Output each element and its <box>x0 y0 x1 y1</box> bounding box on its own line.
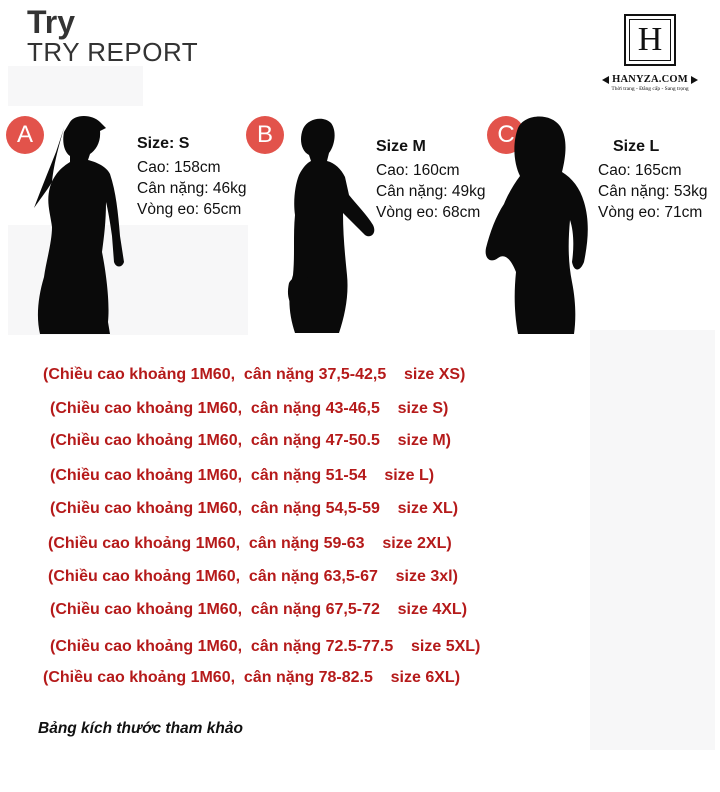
size-row-6xl: (Chiều cao khoảng 1M60, cân nặng 78-82.5 size 6XL) <box>43 669 461 686</box>
size-row-s: (Chiều cao khoảng 1M60, cân nặng 43-46,5 size S) <box>50 400 449 417</box>
model-badge-c: C <box>487 116 525 154</box>
size-row-xs: (Chiều cao khoảng 1M60, cân nặng 37,5-42,5 size XS) <box>43 366 466 383</box>
triangle-right-icon <box>691 76 698 84</box>
size-row-m: (Chiều cao khoảng 1M60, cân nặng 47-50.5 size M) <box>50 432 451 449</box>
model-height: Cao: 158cm <box>137 159 221 176</box>
size-row-5xl: (Chiều cao khoảng 1M60, cân nặng 72.5-77.5 size 5XL) <box>50 638 481 655</box>
triangle-left-icon <box>602 76 609 84</box>
brand-logo <box>600 14 700 92</box>
logo-name: HANYZA.COM <box>612 74 688 85</box>
size-row-2xl: (Chiều cao khoảng 1M60, cân nặng 59-63 size 2XL) <box>48 535 452 552</box>
size-row-xl: (Chiều cao khoảng 1M60, cân nặng 54,5-59 size XL) <box>50 500 459 517</box>
model-size: Size: S <box>137 135 190 152</box>
model-waist: Vòng eo: 68cm <box>376 204 481 221</box>
reference-note: Bảng kích thước tham khảo <box>38 720 243 737</box>
model-waist: Vòng eo: 65cm <box>137 201 242 218</box>
page-subtitle: TRY REPORT <box>27 37 199 67</box>
logo-mark <box>624 14 676 66</box>
model-info-c <box>598 136 707 223</box>
silhouette-model-b <box>275 115 385 333</box>
size-row-4xl: (Chiều cao khoảng 1M60, cân nặng 67,5-72 size 4XL) <box>50 601 468 618</box>
background-watermark <box>8 66 143 106</box>
size-row-l: (Chiều cao khoảng 1M60, cân nặng 51-54 size L) <box>50 467 435 484</box>
silhouette-model-a <box>30 112 140 334</box>
model-size: Size M <box>376 138 426 155</box>
model-info-a <box>137 133 246 220</box>
model-size: Size L <box>613 138 660 155</box>
model-weight: Cân nặng: 46kg <box>137 180 247 197</box>
page-title: Try <box>27 4 76 40</box>
model-badge-a: A <box>6 116 44 154</box>
model-info-b <box>376 136 485 223</box>
model-waist: Vòng eo: 71cm <box>598 204 703 221</box>
model-weight: Cân nặng: 49kg <box>376 183 486 200</box>
model-weight: Cân nặng: 53kg <box>598 183 708 200</box>
model-height: Cao: 165cm <box>598 162 682 179</box>
silhouette-model-c <box>480 112 598 334</box>
logo-tagline: Thời trang - Đẳng cấp - Sang trọng <box>611 86 689 92</box>
background-watermark <box>590 330 715 750</box>
model-height: Cao: 160cm <box>376 162 460 179</box>
logo-letter: H <box>629 19 671 61</box>
model-badge-b: B <box>246 116 284 154</box>
size-row-3xl: (Chiều cao khoảng 1M60, cân nặng 63,5-67 size 3xl) <box>48 568 458 585</box>
